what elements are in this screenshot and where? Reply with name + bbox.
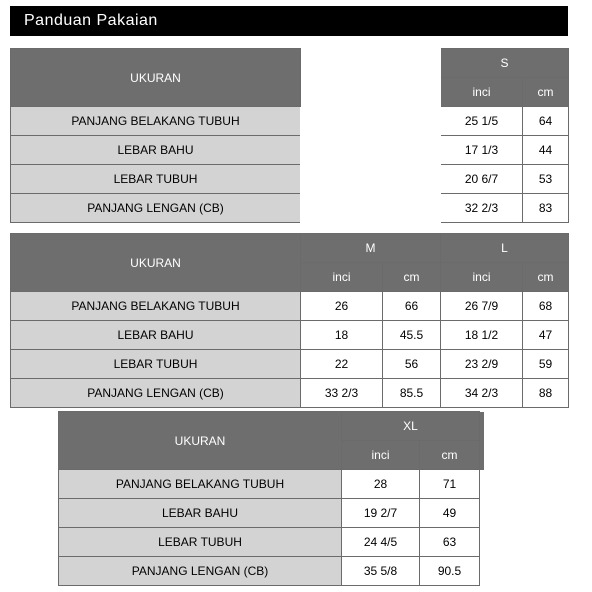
row-label: LEBAR BAHU <box>11 136 301 165</box>
unit-inch: inci <box>441 263 523 292</box>
table-edge <box>480 499 485 528</box>
unit-cm: cm <box>383 263 441 292</box>
value-cm: 49 <box>420 499 480 528</box>
page-title: Panduan Pakaian <box>24 12 158 29</box>
value-inch: 25 1/5 <box>441 107 523 136</box>
header-ukuran: UKURAN <box>59 412 342 470</box>
value-inch: 23 2/9 <box>441 350 523 379</box>
value-cm: 88 <box>523 379 569 408</box>
row-label: PANJANG LENGAN (CB) <box>59 557 342 586</box>
value-inch: 20 6/7 <box>441 165 523 194</box>
value-cm: 45.5 <box>383 321 441 350</box>
value-cm: 83 <box>523 194 569 223</box>
unit-cm: cm <box>420 441 480 470</box>
value-inch: 18 <box>301 321 383 350</box>
size-header-s: S <box>441 49 569 78</box>
value-cm: 53 <box>523 165 569 194</box>
value-cm: 44 <box>523 136 569 165</box>
unit-inch: inci <box>342 441 420 470</box>
value-cm: 85.5 <box>383 379 441 408</box>
table-edge <box>480 441 485 470</box>
header-ukuran: UKURAN <box>11 49 301 107</box>
table-edge <box>480 412 485 441</box>
value-inch: 34 2/3 <box>441 379 523 408</box>
unit-inch: inci <box>441 78 523 107</box>
value-inch: 19 2/7 <box>342 499 420 528</box>
title-bar <box>10 6 568 36</box>
value-inch: 22 <box>301 350 383 379</box>
row-label: PANJANG BELAKANG TUBUH <box>11 292 301 321</box>
unit-inch: inci <box>301 263 383 292</box>
value-inch: 26 <box>301 292 383 321</box>
row-label: PANJANG BELAKANG TUBUH <box>59 470 342 499</box>
size-table-s <box>10 48 569 223</box>
value-cm: 64 <box>523 107 569 136</box>
unit-cm: cm <box>523 78 569 107</box>
table-edge <box>480 557 485 586</box>
size-header-xl: XL <box>342 412 480 441</box>
row-label: LEBAR TUBUH <box>11 165 301 194</box>
size-table-xl <box>58 411 485 586</box>
row-label: PANJANG LENGAN (CB) <box>11 379 301 408</box>
row-label: LEBAR TUBUH <box>59 528 342 557</box>
value-inch: 26 7/9 <box>441 292 523 321</box>
value-cm: 63 <box>420 528 480 557</box>
size-table-m-l <box>10 233 569 408</box>
header-ukuran: UKURAN <box>11 234 301 292</box>
value-inch: 32 2/3 <box>441 194 523 223</box>
value-inch: 24 4/5 <box>342 528 420 557</box>
row-label: LEBAR BAHU <box>11 321 301 350</box>
row-label: LEBAR TUBUH <box>11 350 301 379</box>
value-inch: 18 1/2 <box>441 321 523 350</box>
table-edge <box>480 528 485 557</box>
value-inch: 17 1/3 <box>441 136 523 165</box>
value-cm: 59 <box>523 350 569 379</box>
value-inch: 28 <box>342 470 420 499</box>
value-cm: 71 <box>420 470 480 499</box>
value-cm: 90.5 <box>420 557 480 586</box>
value-cm: 68 <box>523 292 569 321</box>
row-label: PANJANG BELAKANG TUBUH <box>11 107 301 136</box>
value-inch: 35 5/8 <box>342 557 420 586</box>
row-label: LEBAR BAHU <box>59 499 342 528</box>
table-edge <box>480 470 485 499</box>
row-label: PANJANG LENGAN (CB) <box>11 194 301 223</box>
value-cm: 56 <box>383 350 441 379</box>
value-inch: 33 2/3 <box>301 379 383 408</box>
blank-area <box>301 49 441 223</box>
size-header-m: M <box>301 234 441 263</box>
value-cm: 66 <box>383 292 441 321</box>
unit-cm: cm <box>523 263 569 292</box>
value-cm: 47 <box>523 321 569 350</box>
size-header-l: L <box>441 234 569 263</box>
